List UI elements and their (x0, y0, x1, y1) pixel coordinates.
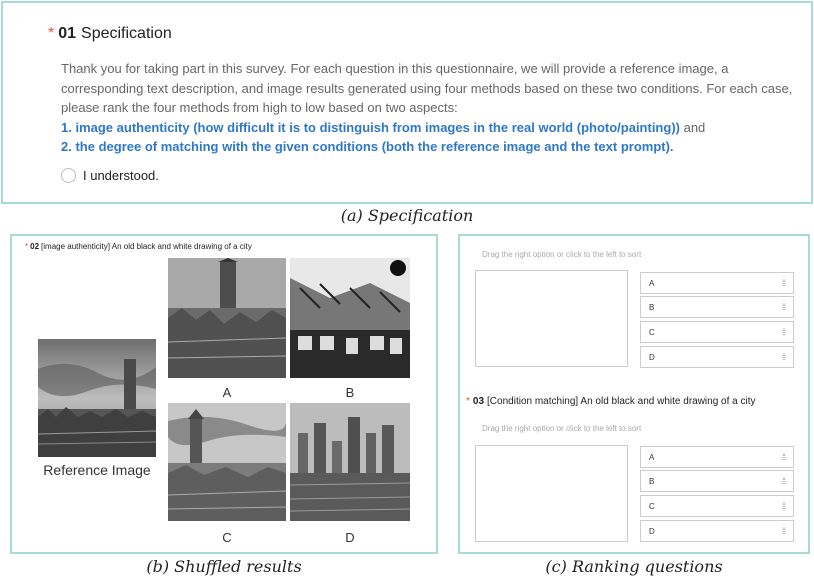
spec-line-1: Thank you for taking part in this survey. For each question in this questionnaire, we will provide a reference image, a (61, 61, 729, 76)
question-02-title: * 02 [image authenticity] An old black and white drawing of a city (25, 242, 252, 251)
sort-hint: Drag the right option or click to the left to sort (482, 424, 642, 433)
rank-option-c[interactable]: C ⁞⁞ (640, 495, 794, 517)
shuffled-results-panel (10, 234, 438, 554)
radio-circle-icon[interactable] (61, 168, 76, 183)
drag-handle-icon[interactable]: ⁞⁞ (781, 327, 785, 337)
drag-handle-icon[interactable]: ⁞⁞ (781, 278, 785, 288)
question-01-title (48, 25, 172, 43)
rank-option-a[interactable]: A ⁞⁞ (640, 272, 794, 294)
spec-item-2: 2. the degree of matching with the given conditions (both the reference image and the text prompt). (61, 139, 674, 155)
spec-line-3: please rank the four methods from high to low based on two aspects: (61, 100, 458, 116)
result-label-d: D (345, 530, 355, 545)
spec-item-2-text: the degree of matching with the given conditions (both the reference image and the text prompt). (75, 139, 674, 155)
question-number: 01 (58, 25, 77, 42)
caption-a: (a) Specification (340, 206, 474, 225)
caption-c: (c) Ranking questions (545, 557, 723, 576)
result-image-b (290, 258, 410, 378)
drag-handle-icon[interactable]: ⁞⁞ (781, 452, 785, 462)
spec-line-2: corresponding text description, and image results generated using four methods based on these two conditions. For each case, (61, 80, 793, 96)
understood-option[interactable] (61, 168, 159, 183)
rank-option-a[interactable]: A ⁞⁞ (640, 446, 794, 468)
ranking-drop-zone[interactable] (475, 445, 628, 542)
required-star: * (25, 242, 29, 251)
question-title-text: Specification (81, 25, 172, 42)
ranking-drop-zone[interactable] (475, 270, 628, 367)
spec-item-1: 1. image authenticity (how difficult it is to distinguish from images in the real world (photo/painting)) and (61, 119, 706, 135)
ranking-questions-panel (458, 234, 810, 554)
caption-b: (b) Shuffled results (146, 557, 302, 576)
specification-panel (1, 1, 813, 204)
rank-option-d[interactable]: D ⁞⁞ (640, 520, 794, 542)
understood-label: I understood. (83, 168, 159, 183)
rank-option-b[interactable]: B ⁞⁞ (640, 296, 794, 318)
question-03-title: * 03 [Condition matching] An old black and white drawing of a city (466, 396, 756, 407)
result-label-a: A (222, 385, 232, 400)
drag-handle-icon[interactable]: ⁞⁞ (781, 302, 785, 312)
rank-option-b[interactable]: B ⁞⁞ (640, 470, 794, 492)
required-star: * (48, 25, 55, 42)
drag-handle-icon[interactable]: ⁞⁞ (781, 352, 785, 362)
spec-item-1-text: image authenticity (how difficult it is to distinguish from images in the real world (photo/painting)) (75, 119, 680, 135)
result-label-c: C (222, 530, 232, 545)
result-label-b: B (345, 385, 355, 400)
result-image-a (168, 258, 286, 378)
specification-text (61, 59, 801, 157)
result-image-c (168, 403, 286, 521)
rank-option-c[interactable]: C ⁞⁞ (640, 321, 794, 343)
sort-hint: Drag the right option or click to the left to sort (482, 250, 642, 259)
drag-handle-icon[interactable]: ⁞⁞ (781, 526, 785, 536)
rank-option-d[interactable]: D ⁞⁞ (640, 346, 794, 368)
result-image-d (290, 403, 410, 521)
drag-handle-icon[interactable]: ⁞⁞ (781, 501, 785, 511)
drag-handle-icon[interactable]: ⁞⁞ (781, 476, 785, 486)
reference-image-label: Reference Image (43, 462, 151, 478)
required-star: * (466, 396, 470, 407)
reference-image (38, 339, 156, 457)
